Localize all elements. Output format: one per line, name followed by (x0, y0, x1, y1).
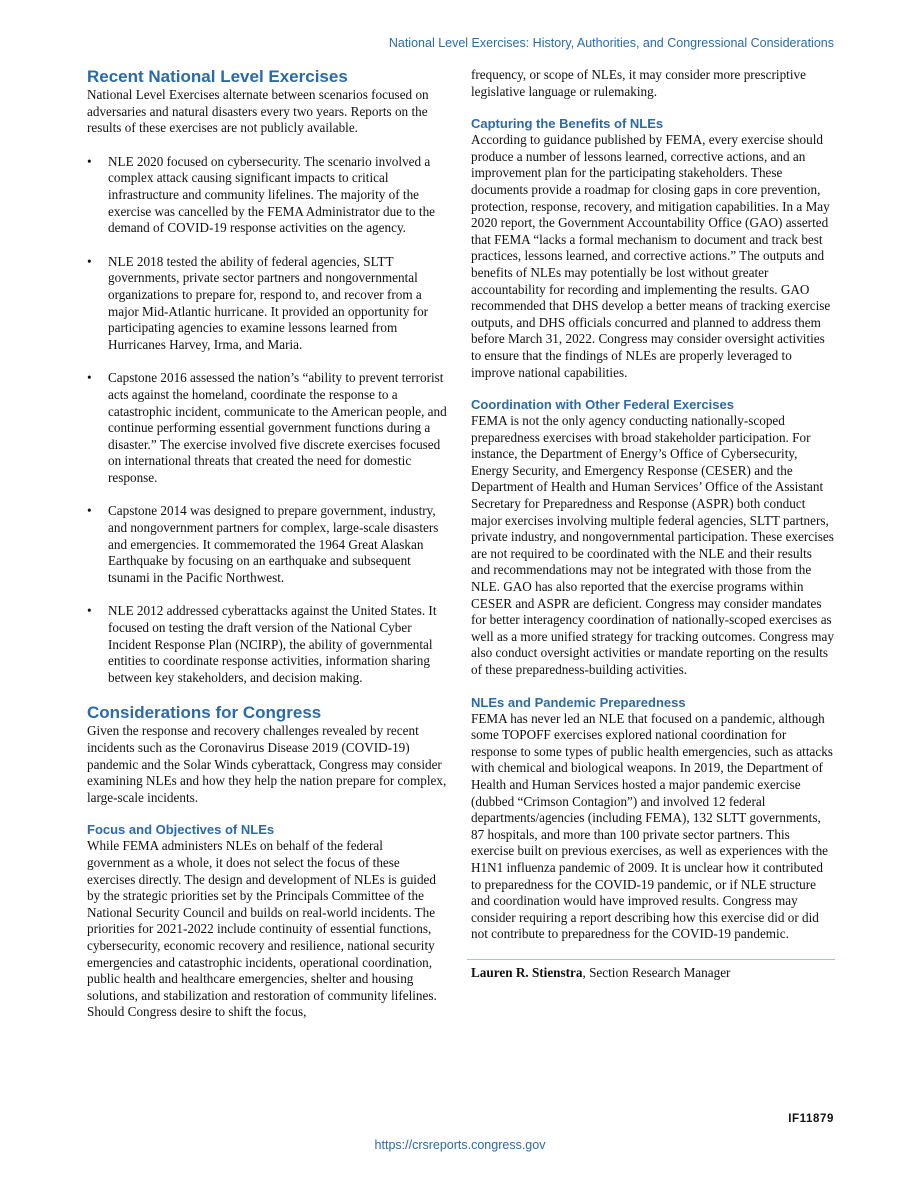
left-column (87, 67, 449, 1021)
subheading-pandemic-preparedness: NLEs and Pandemic Preparedness (471, 694, 686, 710)
list-item-text: NLE 2012 addressed cyberattacks against the United States. It focused on testing the draft version of the National Cyber Incident Response Plan (NCIRP), the ability of governmental entities to coordinate response activities, information sharing between key stakeholders, and decision making. (108, 603, 437, 685)
recent-exercises-intro: National Level Exercises alternate between scenarios focused on adversaries and natural disasters every two years. Reports on the results of these exercises are not publicly available. (87, 87, 429, 136)
author-divider (467, 959, 835, 960)
exercise-list (87, 154, 449, 687)
bullet-icon: • (87, 503, 92, 519)
author-line (471, 965, 834, 982)
section-heading-recent-exercises: Recent National Level Exercises (87, 67, 348, 86)
list-item (87, 603, 449, 686)
capturing-benefits-body: According to guidance published by FEMA, every exercise should produce a number of lessons learned, corrective actions, and an improvement plan for the participating stakeholders. These documents provide a roadmap for closing gaps in core prevention, protection, response, recovery, and mitigation capabilities. In a May 2020 report, the Government Accountability Office (GAO) asserted that FEMA “lacks a formal mechanism to document and track best practices, lessons learned, and corrective actions.” The outputs and benefits of NLEs may potentially be lost without greater accountability for recording and implementing the results. GAO recommended that DHS develop a better means of tracking exercise outputs, and DHS officials concurred and planned to address them before March 31, 2022. Congress may consider oversight activities to ensure that the findings of NLEs are properly leveraged to improve national capabilities. (471, 132, 831, 380)
author-title: , Section Research Manager (582, 964, 731, 980)
list-item-text: NLE 2018 tested the ability of federal agencies, SLTT governments, private sector partners and nongovernmental organizations to prepare for, respond to, and recover from a major Mid-Atlantic hurricane. It provided an opportunity for participating agencies to examine lessons learned from Hurricanes Harvey, Irma, and Maria. (108, 253, 429, 352)
subheading-capturing-benefits: Capturing the Benefits of NLEs (471, 116, 664, 132)
subheading-coordination: Coordination with Other Federal Exercises (471, 397, 734, 413)
footer-url-link[interactable]: https://crsreports.congress.gov (374, 1138, 546, 1152)
bullet-icon: • (87, 253, 92, 269)
list-item (87, 154, 449, 237)
list-item (87, 370, 449, 486)
bullet-icon: • (87, 603, 92, 619)
list-item-text: NLE 2020 focused on cybersecurity. The scenario involved a complex attack causing significant impacts to critical infrastructure and community lifelines. The majority of the exercise was cancelled by the FEMA Administrator due to the demand of COVID-19 response activities on the agency. (108, 153, 436, 236)
list-item-text: Capstone 2016 assessed the nation’s “ability to prevent terrorist acts against the homeland, coordinate the response to a catastrophic incident, communicate to the American people, and continue performing essential government functions during a disaster.” The exercise involved five discrete exercises focused on international threats that created the need for domestic response. (108, 370, 447, 485)
list-item-text: Capstone 2014 was designed to prepare government, industry, and nongovernment partners for complex, large-scale disasters and emergencies. It commemorated the 1964 Great Alaskan Earthquake by focusing on an earthquake and subsequent tsunami in the Pacific Northwest. (108, 503, 439, 585)
subheading-focus-objectives: Focus and Objectives of NLEs (87, 822, 275, 838)
list-item (87, 254, 449, 354)
bullet-icon: • (87, 153, 92, 169)
section-heading-considerations: Considerations for Congress (87, 703, 322, 723)
pandemic-preparedness-body: FEMA has never led an NLE that focused on a pandemic, although some TOPOFF exercises explored national coordination for response to some types of public health emergencies, such as attacks with chemical and biological weapons. In 2019, the Department of Health and Human Services hosted a major pandemic exercise (dubbed “Crimson Contagion”) and involved 12 federal departments/agencies (including FEMA), 132 SLTT governments, 87 hospitals, and more than 100 private sector partners. This exercise built on previous exercises, as well as experiences with the H1N1 influenza pandemic of 2009. It is unclear how it contributed to preparedness for the COVID-19 pandemic, or if NLE structure and coordination would have improved results. Congress may consider requiring a report describing how this exercise did or did not contribute to preparedness for the COVID-19 pandemic. (471, 710, 833, 942)
focus-objectives-continued: frequency, or scope of NLEs, it may consider more prescriptive legislative language or rulemaking. (471, 67, 806, 99)
focus-objectives-body: While FEMA administers NLEs on behalf of the federal government as a whole, it does not select the focus of these exercises directly. The design and development of NLEs is guided by the strategic priorities set by the Principals Committee of the National Security Council and builds on real-world incidents. The priorities for 2021-2022 include continuity of essential functions, cybersecurity, economic recovery and resilience, national security emergencies and catastrophic incidents, operational coordination, public health and healthcare emergencies, shelter and housing solutions, and stabilization and restoration of community lifelines. Should Congress desire to shift the focus, (87, 838, 437, 1020)
bullet-icon: • (87, 370, 92, 386)
list-item (87, 503, 449, 586)
report-id: IF11879 (788, 1113, 834, 1125)
right-column (471, 67, 834, 982)
considerations-intro: Given the response and recovery challenges revealed by recent incidents such as the Coronavirus Disease 2019 (COVID-19) pandemic and the Solar Winds cyberattack, Congress may consider examining NLEs and how they help the nation prepare for complex, large-scale incidents. (87, 723, 447, 805)
coordination-body: FEMA is not the only agency conducting nationally-scoped preparedness exercises with broad stakeholder participation. For instance, the Department of Energy’s Office of Cybersecurity, Energy Security, and Emergency Response (CESER) and the Department of Health and Human Services’ Office of the Assistant Secretary for Preparedness and Response (ASPR) both conduct major exercises involving multiple federal agencies, SLTT partners, private industry, and nongovernmental participation. These exercises are not required to be coordinated with the NLE and their results and recommendations may not be integrated with those from the NLE. GAO has also reported that the exercise programs within CESER and ASPR are deficient. Congress may consider mandates for better interagency coordination of nationally-scoped exercises as well as a more unified strategy for tracking outcomes. Congress may also conduct oversight activities or mandate reporting on the results of these preparedness-building activities. (471, 413, 834, 677)
running-header: National Level Exercises: History, Authorities, and Congressional Considerations (388, 36, 834, 50)
author-name: Lauren R. Stienstra (471, 964, 583, 980)
